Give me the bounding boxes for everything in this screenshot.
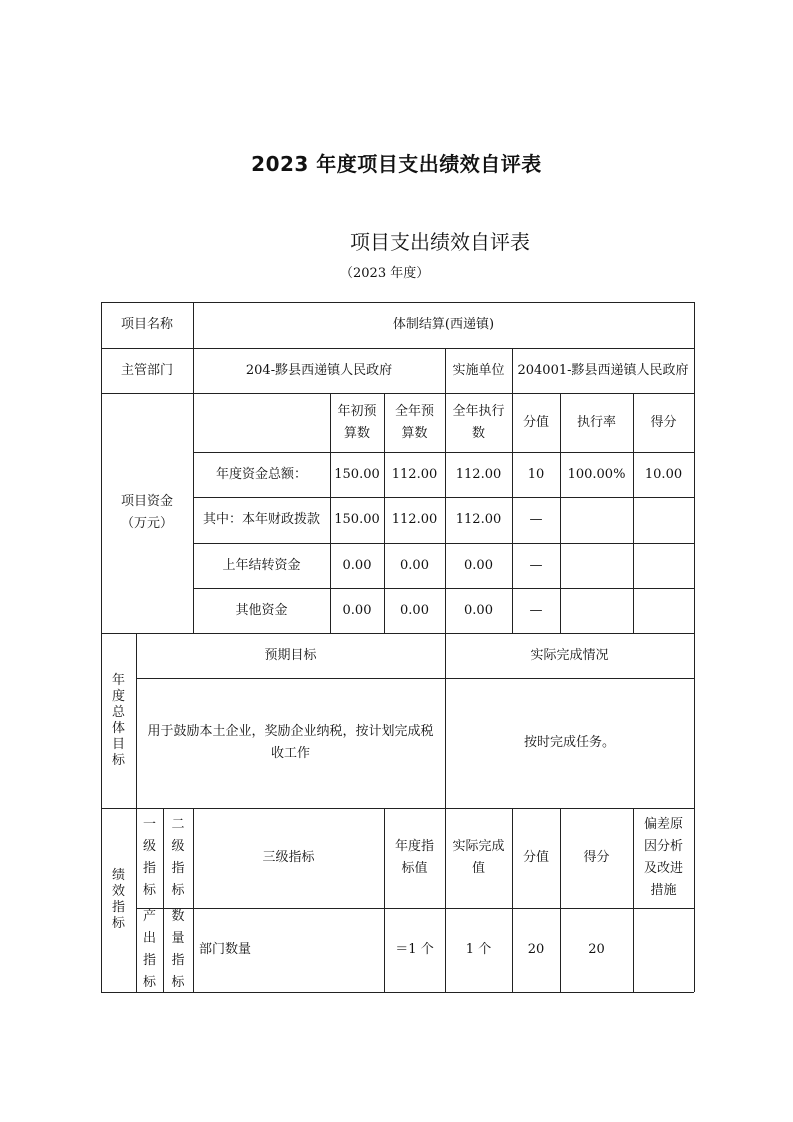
project-name-value: 体制结算(西递镇) [392,317,495,332]
funds-cell [633,497,694,543]
funds-cell: — [529,557,543,573]
indicator-cell: 数 量 指 标 [171,909,185,990]
funds-cell: 10.00 [644,466,683,482]
table-rule [101,992,694,993]
indicator-header: 分值 [522,850,549,865]
indicator-header: 二 级 指 标 [171,817,185,898]
funds-cell [560,543,633,588]
indicator-cell: 1 个 [465,942,492,957]
goals-section-label: 年 度 总 体 目 标 [111,672,125,768]
funds-cell: — [529,512,543,527]
funds-cell: 100.00% [567,466,626,482]
indicator-cell [633,908,694,992]
expected-goal-header: 预期目标 [264,647,317,663]
funds-cell: 150.00 [334,466,380,482]
funds-cell: 0.00 [464,602,493,618]
document-title: 2023 年度项目支出绩效自评表 [251,152,542,176]
project-name-label: 项目名称 [120,317,173,332]
expected-goal-text: 用于鼓励本土企业，奖励企业纳税，按计划完成税收工作 [147,724,434,761]
funds-cell: 10 [527,466,545,482]
funds-cell: 150.00 [334,512,380,527]
indicator-cell: 产 出 指 标 [142,909,156,990]
indicator-header: 偏差原 因分析 及改进 措施 [643,817,683,898]
dept-value: 204-黟县西递镇人民政府 [245,362,393,378]
indicator-cell: 20 [527,942,545,957]
funds-header: 全年预 算数 [394,403,434,441]
indicator-header: 三级指标 [262,850,315,865]
actual-completion-header: 实际完成情况 [530,647,609,663]
funds-cell [560,588,633,633]
actual-completion-text: 按时完成任务。 [523,735,615,750]
funds-cell: 0.00 [400,602,429,618]
funds-header: 分值 [522,414,549,430]
funds-header: 全年执行 数 [452,403,505,441]
funds-cell [560,497,633,543]
unit-label: 实施单位 [452,362,505,378]
indicators-section-label: 绩 效 指 标 [111,868,125,931]
dept-label: 主管部门 [120,362,173,378]
indicator-header: 一 级 指 标 [142,817,156,898]
funds-row-label: 其中：本年财政拨款 [202,512,320,527]
funds-cell [633,543,694,588]
funds-header: 年初预 算数 [337,403,377,441]
funds-cell: 112.00 [455,512,502,527]
funds-cell: 112.00 [455,466,502,482]
indicator-cell: 部门数量 [199,942,252,957]
funds-cell: 0.00 [342,602,372,618]
funds-header: 执行率 [576,414,616,430]
funds-row-label: 上年结转资金 [222,557,301,573]
unit-value: 204001-黟县西递镇人民政府 [517,362,689,378]
funds-row-label: 其他资金 [235,602,288,618]
funds-header: 得分 [650,414,677,430]
funds-cell [633,588,694,633]
funds-cell: 112.00 [391,512,438,527]
funds-cell: — [529,602,543,618]
indicator-cell: ＝1 个 [395,942,434,957]
indicator-header: 实际完成 值 [452,839,505,876]
table-rule [694,302,695,992]
table-title: 项目支出绩效自评表 [350,230,530,254]
funds-cell: 0.00 [342,557,372,573]
funds-row-label: 年度资金总额： [215,466,307,482]
indicator-cell: 20 [588,942,605,957]
indicator-header: 年度指 标值 [394,839,434,876]
indicator-header: 得分 [583,850,610,865]
funds-cell: 112.00 [391,466,438,482]
funds-cell: 0.00 [400,557,429,573]
funds-cell: 0.00 [464,557,493,573]
table-year: （2023 年度） [340,266,430,281]
funds-section-label: 项目资金 （万元） [120,494,173,531]
